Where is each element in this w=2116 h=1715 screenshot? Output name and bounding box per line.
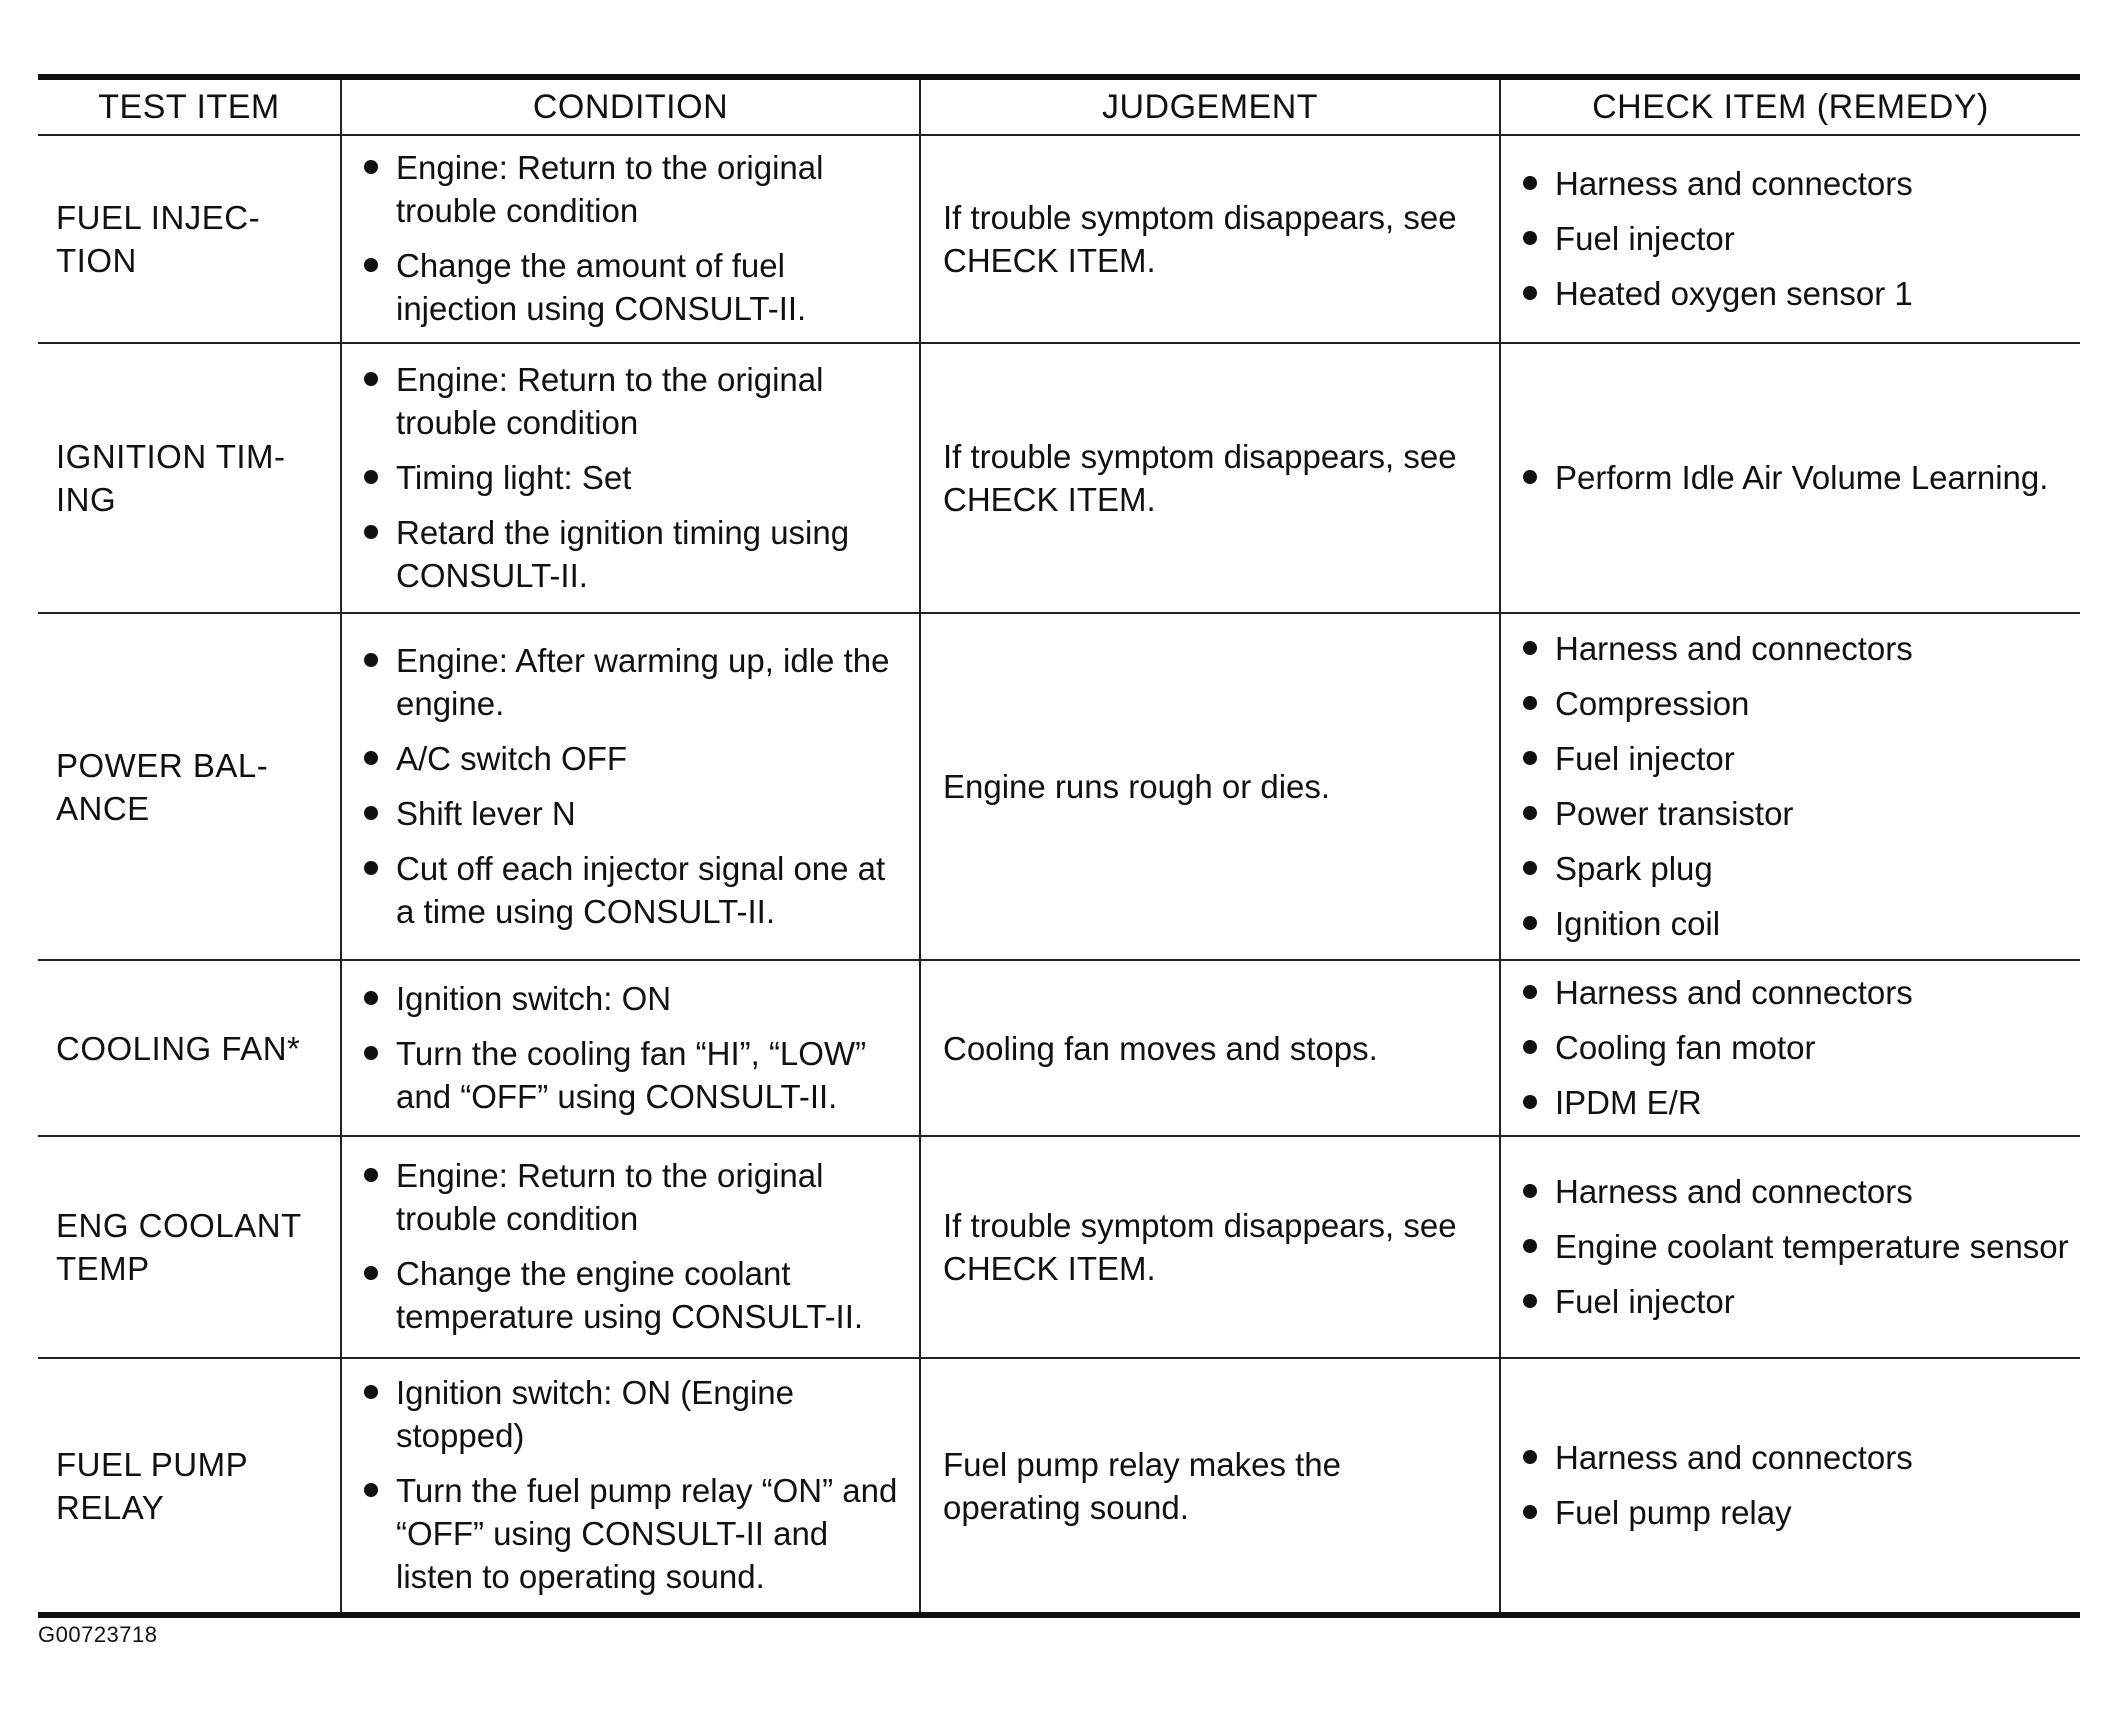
check-item: Ignition coil <box>1519 902 2070 945</box>
condition-item: Turn the cooling fan “HI”, “LOW” and “OFF” using CONSULT-II. <box>360 1032 909 1118</box>
check-item-list <box>1519 971 2070 1124</box>
active-test-table-container <box>38 74 2080 1618</box>
condition-cell <box>341 1358 920 1612</box>
judgement-text: Engine runs rough or dies. <box>943 768 1331 805</box>
condition-cell <box>341 1136 920 1358</box>
condition-cell <box>341 343 920 613</box>
check-item-cell <box>1500 613 2080 960</box>
test-item-cell <box>38 613 341 960</box>
condition-item: Ignition switch: ON <box>360 977 909 1020</box>
judgement-cell <box>920 613 1500 960</box>
check-item-list <box>1519 456 2070 499</box>
condition-item: Cut off each injector signal one at a time using CONSULT-II. <box>360 847 909 933</box>
test-item-cell <box>38 960 341 1136</box>
check-item: Perform Idle Air Volume Learning. <box>1519 456 2070 499</box>
judgement-text: Fuel pump relay makes the operating sound. <box>943 1445 1342 1526</box>
check-item: Fuel injector <box>1519 737 2070 780</box>
check-item-cell <box>1500 1358 2080 1612</box>
check-item: Fuel injector <box>1519 1280 2070 1323</box>
check-item-list <box>1519 1170 2070 1323</box>
check-item-cell <box>1500 343 2080 613</box>
check-item: Harness and connectors <box>1519 971 2070 1014</box>
condition-item: Shift lever N <box>360 792 909 835</box>
header-check-item: CHECK ITEM (REMEDY) <box>1500 80 2080 135</box>
condition-item: Retard the ignition timing using CONSULT-II. <box>360 511 909 597</box>
check-item: Engine coolant temperature sensor <box>1519 1225 2070 1268</box>
table-body <box>38 135 2080 1612</box>
condition-list <box>360 146 909 330</box>
condition-list <box>360 358 909 597</box>
judgement-cell <box>920 1358 1500 1612</box>
header-test-item: TEST ITEM <box>38 80 341 135</box>
condition-list <box>360 1154 909 1338</box>
test-item-cell <box>38 343 341 613</box>
condition-item: Change the engine coolant temperature using CONSULT-II. <box>360 1252 909 1338</box>
table-row <box>38 1136 2080 1358</box>
condition-item: Turn the fuel pump relay “ON” and “OFF” using CONSULT-II and listen to operating sound. <box>360 1469 909 1598</box>
condition-item: Timing light: Set <box>360 456 909 499</box>
condition-item: Engine: Return to the original trouble condition <box>360 146 909 232</box>
condition-item: Engine: Return to the original trouble condition <box>360 1154 909 1240</box>
judgement-text: If trouble symptom disappears, see CHECK ITEM. <box>943 438 1457 518</box>
table-row <box>38 960 2080 1136</box>
test-item-label: FUEL INJEC- TION <box>56 199 261 279</box>
check-item-cell <box>1500 135 2080 343</box>
check-item: Fuel pump relay <box>1519 1491 2070 1534</box>
test-item-label: ENG COOLANT TEMP <box>56 1207 302 1287</box>
condition-cell <box>341 135 920 343</box>
check-item: Harness and connectors <box>1519 162 2070 205</box>
test-item-label: POWER BAL- ANCE <box>56 746 269 827</box>
judgement-text: If trouble symptom disappears, see CHECK ITEM. <box>943 199 1457 279</box>
check-item: Fuel injector <box>1519 217 2070 260</box>
check-item: Compression <box>1519 682 2070 725</box>
test-item-cell <box>38 1136 341 1358</box>
test-item-label: COOLING FAN* <box>56 1029 301 1067</box>
condition-list <box>360 977 909 1118</box>
condition-item: Ignition switch: ON (Engine stopped) <box>360 1371 909 1457</box>
condition-item: Change the amount of fuel injection using CONSULT-II. <box>360 244 909 330</box>
check-item: Spark plug <box>1519 847 2070 890</box>
check-item-list <box>1519 1436 2070 1534</box>
reference-code: G00723718 <box>38 1622 158 1647</box>
check-item: Cooling fan motor <box>1519 1026 2070 1069</box>
header-judgement: JUDGEMENT <box>920 80 1500 135</box>
table-row <box>38 135 2080 343</box>
test-item-cell <box>38 135 341 343</box>
judgement-cell <box>920 135 1500 343</box>
test-item-cell <box>38 1358 341 1612</box>
header-row <box>38 80 2080 135</box>
judgement-text: Cooling fan moves and stops. <box>943 1029 1378 1067</box>
check-item: Harness and connectors <box>1519 1436 2070 1479</box>
condition-cell <box>341 960 920 1136</box>
condition-list <box>360 639 909 933</box>
judgement-cell <box>920 1136 1500 1358</box>
header-condition: CONDITION <box>341 80 920 135</box>
judgement-text: If trouble symptom disappears, see CHECK ITEM. <box>943 1207 1457 1287</box>
condition-cell <box>341 613 920 960</box>
check-item: Harness and connectors <box>1519 1170 2070 1213</box>
test-item-label: FUEL PUMP RELAY <box>56 1445 249 1526</box>
judgement-cell <box>920 960 1500 1136</box>
check-item-list <box>1519 162 2070 315</box>
condition-list <box>360 1371 909 1598</box>
check-item-list <box>1519 627 2070 945</box>
condition-item: Engine: After warming up, idle the engine. <box>360 639 909 725</box>
table-row <box>38 1358 2080 1612</box>
active-test-table <box>38 80 2080 1612</box>
check-item-cell <box>1500 960 2080 1136</box>
judgement-cell <box>920 343 1500 613</box>
check-item: Harness and connectors <box>1519 627 2070 670</box>
table-row <box>38 343 2080 613</box>
condition-item: Engine: Return to the original trouble condition <box>360 358 909 444</box>
condition-item: A/C switch OFF <box>360 737 909 780</box>
check-item-cell <box>1500 1136 2080 1358</box>
check-item: IPDM E/R <box>1519 1081 2070 1124</box>
check-item: Power transistor <box>1519 792 2070 835</box>
check-item: Heated oxygen sensor 1 <box>1519 272 2070 315</box>
test-item-label: IGNITION TIM- ING <box>56 438 286 518</box>
table-row <box>38 613 2080 960</box>
